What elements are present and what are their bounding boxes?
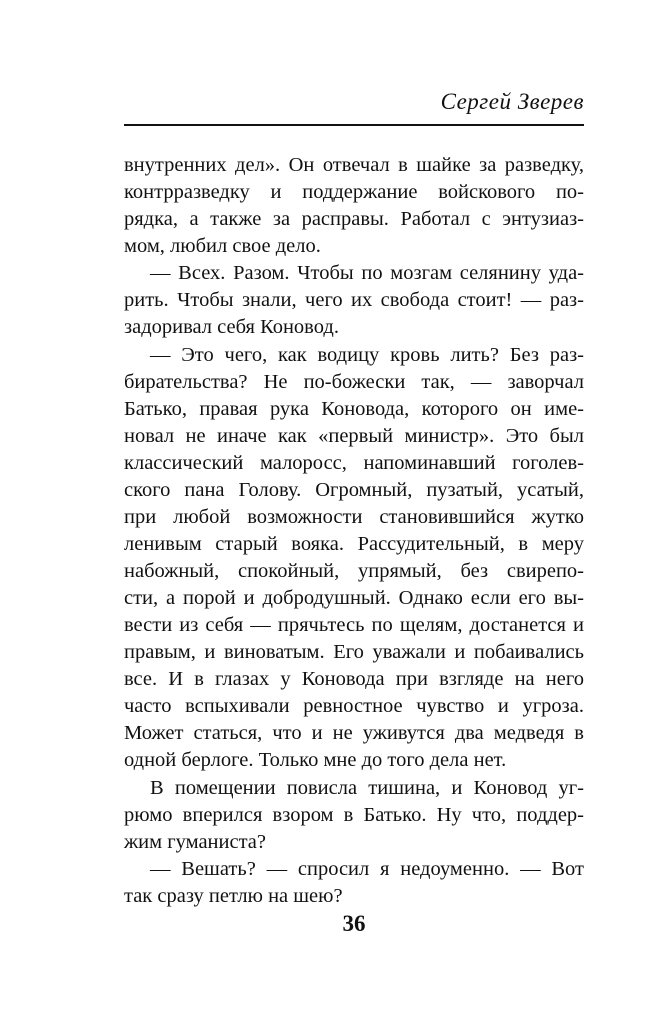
text-line: — Вешать? — спросил я недоуменно. — Вот [150, 858, 584, 880]
text-line: ского пана Голову. Огромный, пузатый, усатый, [124, 479, 584, 501]
text-line: рить. Чтобы знали, чего их свобода стоит! — раз- [124, 289, 584, 311]
header-rule [124, 124, 584, 126]
text-line: рюмо вперился взором в Батько. Ну что, поддер- [124, 804, 584, 826]
text-line: одной берлоге. Только мне до того дела нет. [124, 749, 507, 771]
text-line: набожный, спокойный, упрямый, без свирепо- [124, 560, 584, 582]
text-line: новал не иначе как «первый министр». Это был [124, 425, 584, 447]
text-line: контрразведку и поддержание войскового по- [124, 181, 584, 203]
page-number: 36 [342, 911, 366, 936]
text-line: — Это чего, как водицу кровь лить? Без раз- [150, 344, 584, 366]
text-line: — Всех. Разом. Чтобы по мозгам селянину уда- [150, 262, 584, 284]
text-line: Может статься, что и не уживутся два медведя в [124, 722, 584, 744]
text-line: классический малоросс, напоминавший гоголев- [124, 452, 584, 474]
text-line: ленивым старый вояка. Рассудительный, в меру [124, 533, 584, 555]
text-line: В помещении повисла тишина, и Коновод уг- [150, 777, 584, 799]
text-line: рядка, а также за расправы. Работал с энтузиаз- [124, 208, 584, 230]
text-line: правым, и виноватым. Его уважали и побаивались [124, 641, 584, 663]
text-line: бирательства? Не по-божески так, — заворчал [124, 371, 584, 393]
running-head-author: Сергей Зверев [440, 89, 584, 114]
text-line: жим гуманиста? [124, 831, 266, 853]
text-line: мом, любил свое дело. [124, 235, 321, 257]
text-line: так сразу петлю на шею? [124, 885, 343, 907]
text-line: Батько, правая рука Коновода, которого он име- [124, 398, 584, 420]
text-line: задоривал себя Коновод. [124, 316, 339, 338]
text-line: при любой возможности становившийся жутко [124, 506, 584, 528]
text-line: сти, а порой и добродушный. Однако если его вы- [124, 587, 584, 609]
text-line: часто вспыхивали ревностное чувство и угроза. [124, 695, 584, 717]
text-line: вести из себя — прячьтесь по щелям, достанется и [124, 614, 584, 636]
text-line: все. И в глазах у Коновода при взгляде на него [124, 668, 584, 690]
text-line: внутренних дел». Он отвечал в шайке за разведку, [124, 154, 584, 176]
